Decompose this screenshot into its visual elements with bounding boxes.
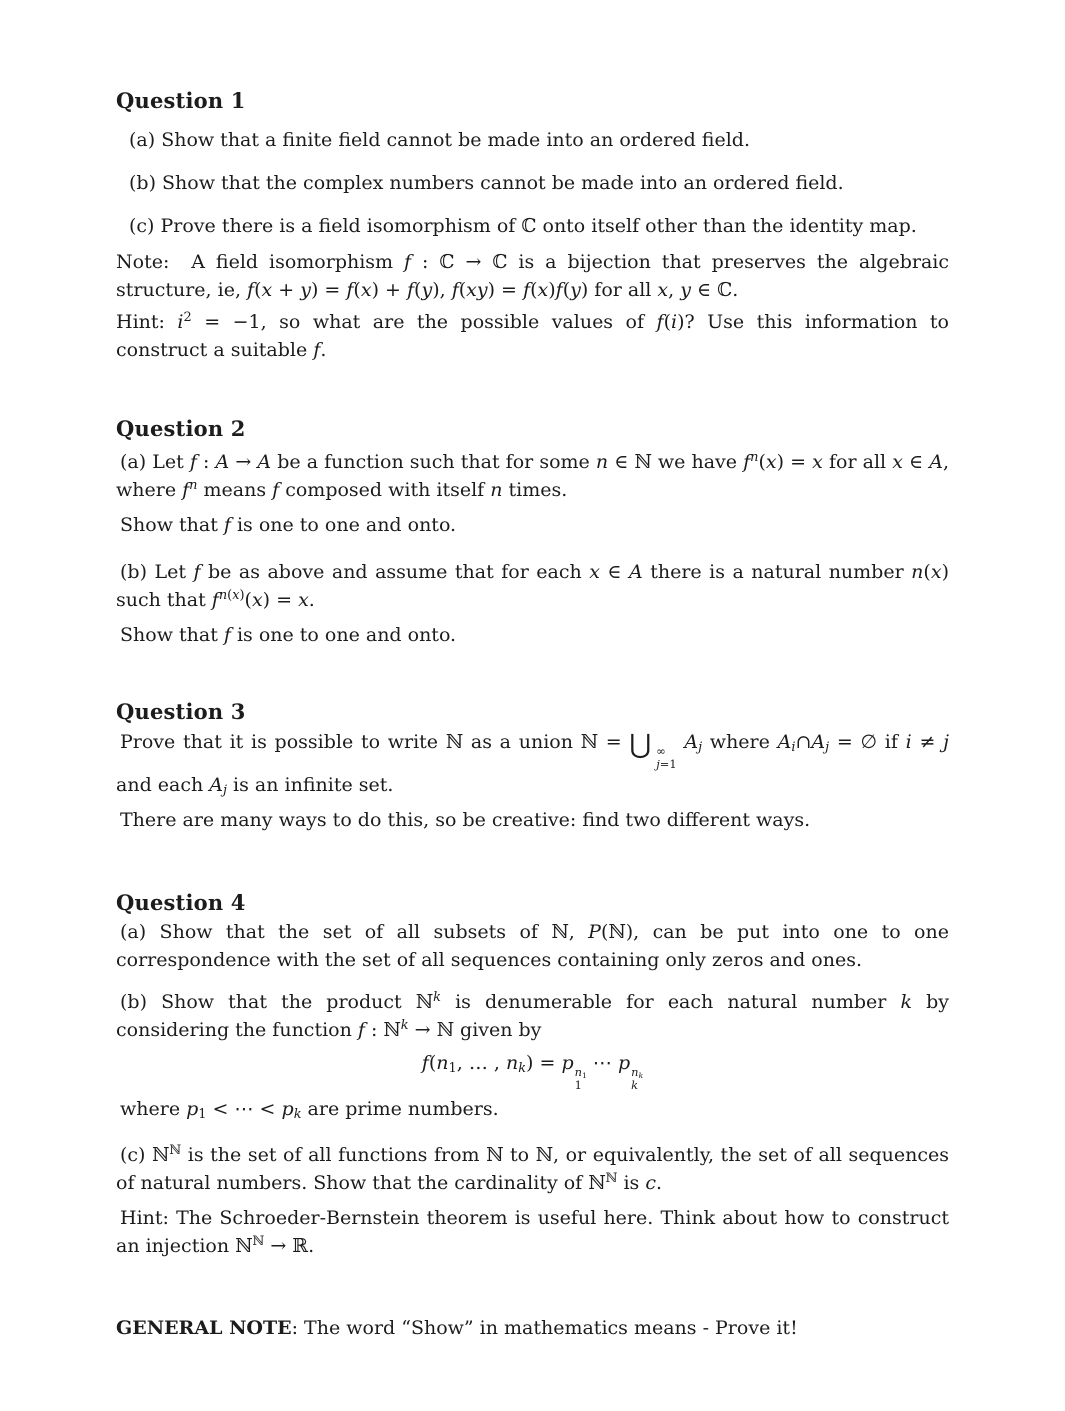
question-4-heading: Question 4 [116, 890, 246, 916]
question-2-part-a: (a) Let f : A → A be a function such that for some n ∈ ℕ we have $f^n(x) = x$ for all x ∈ A, where $f^n$ means f composed with itself n times. [116, 449, 949, 501]
question-2-section [116, 416, 949, 649]
question-1-note: Note: A field isomorphism f : ℂ → ℂ is a bijection that preserves the algebraic structure, ie, f(x + y) = f(x) + f(y), f(xy) = f(x)f(y) for all x, y ∈ ℂ. [116, 251, 950, 301]
question-4-part-a: (a) Show that the set of all subsets of ℕ, P(ℕ), can be put into one to one correspondence with the set of all sequences containing only zeros and ones. [116, 921, 949, 972]
question-2-show-a: Show that f is one to one and onto. [120, 514, 457, 536]
question-4-formula: $f(n_1$, … , $n_k) = p$ $n_1$ 1 ⋯ p $n_k$ k [421, 1052, 644, 1093]
question-4-part-c: (c) ℕ$^ℕ$ is the set of all functions from ℕ to ℕ, or equivalently, the set of all sequences of natural numbers. Show that the cardinality of ℕ$^ℕ$ is c. [116, 1142, 950, 1194]
question-1-part-c: (c) Prove there is a field isomorphism of ℂ onto itself other than the identity map. [129, 215, 917, 237]
question-1-part-b: (b) Show that the complex numbers cannot be made into an ordered field. [129, 172, 844, 194]
question-3-heading: Question 3 [116, 699, 246, 724]
question-4-part-b: (b) Show that the product ℕ$^k$ is denumerable for each natural number k by considering the function f : ℕ$^k$ → ℕ given by [116, 990, 950, 1042]
general-note: GENERAL NOTE: The word “Show” in mathematics means - Prove it! [116, 1316, 798, 1339]
question-2-show-b: Show that f is one to one and onto. [120, 624, 457, 646]
question-2-part-b: (b) Let f be as above and assume that for each x ∈ A there is a natural number n(x) such that $f^{n(x)}(x) = x$. [116, 561, 949, 611]
question-1-section [116, 88, 949, 364]
question-3-remark: There are many ways to do this, so be creative: find two different ways. [120, 809, 811, 832]
question-3-statement: Prove that it is possible to write ℕ as a union ℕ = ⋃ ∞ j=1 $A_j$ where $A_i\cap A_j$ = ∅ if i ≠ j and each $A_j$ is an infinite set. [116, 728, 949, 799]
question-1-heading: Question 1 [116, 88, 246, 113]
question-4-hint: Hint: The Schroeder-Bernstein theorem is useful here. Think about how to construct an injection ℕ$^ℕ$ → ℝ. [116, 1206, 949, 1257]
question-3-section [116, 699, 949, 834]
question-4-section [116, 890, 949, 1259]
question-1-hint: Hint: $i^2 = -1$, so what are the possible values of f(i)? Use this information to construct a suitable f. [116, 309, 949, 361]
question-1-part-a: (a) Show that a finite field cannot be made into an ordered field. [129, 129, 751, 151]
question-2-heading: Question 2 [116, 416, 246, 441]
question-4-where: where $p_1$ < ⋯ < $p_k$ are prime numbers. [120, 1097, 499, 1122]
